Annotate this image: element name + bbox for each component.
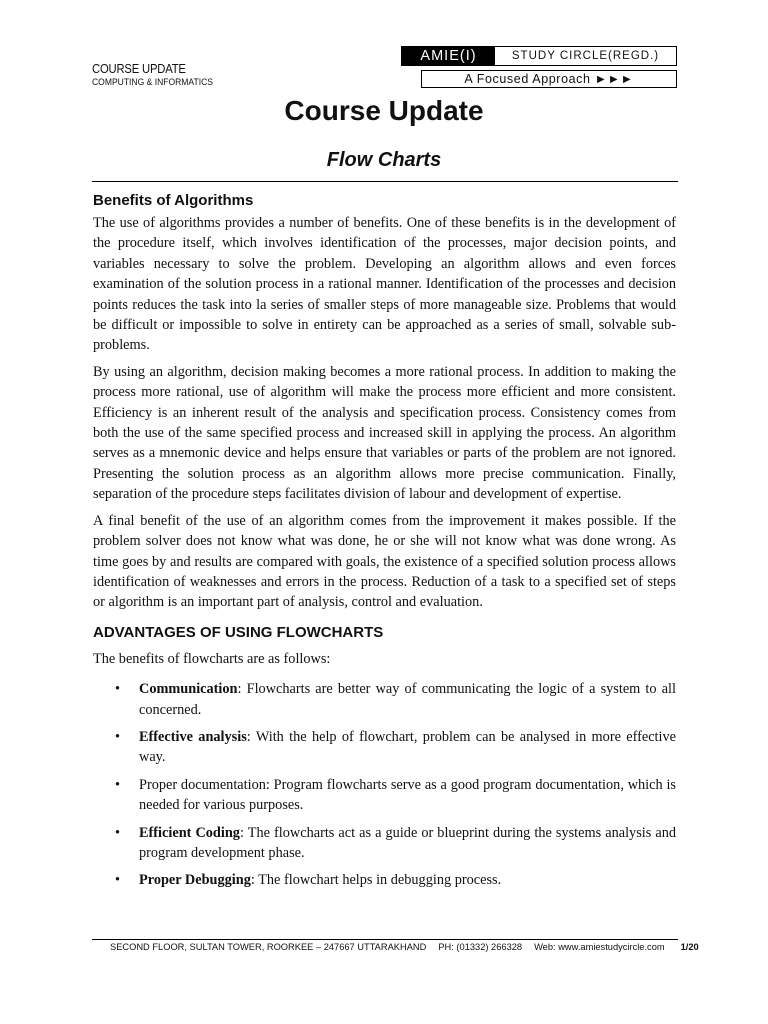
header-left bbox=[92, 62, 226, 88]
paragraph: A final benefit of the use of an algorithm comes from the improvement it makes possible. If the problem solver does not know what was done, he or she will not know what was done wrong. As time goes by and results are compared with goals, the existence of a specified solution process allows identification of weaknesses and errors in the process. Reduction of a task to a specified set of steps or algorithm is an important part of analysis, control and evaluation. bbox=[93, 512, 676, 611]
list-item bbox=[93, 679, 676, 720]
item-text: : The flowchart helps in debugging process. bbox=[250, 872, 502, 889]
bullet-icon: • bbox=[115, 681, 121, 698]
item-term: Communication bbox=[139, 681, 238, 698]
item-term: Proper Debugging bbox=[139, 872, 251, 889]
footer bbox=[110, 942, 699, 952]
bullet-icon: • bbox=[115, 776, 121, 793]
footer-divider bbox=[92, 939, 678, 940]
item-term: Effective analysis bbox=[139, 728, 247, 745]
bullet-icon: • bbox=[115, 728, 121, 745]
brand-tagline: A Focused Approach ►►► bbox=[421, 70, 677, 88]
header-divider bbox=[92, 181, 678, 182]
footer-website: Web: www.amiestudycircle.com bbox=[534, 942, 665, 952]
item-text: Proper documentation: Program flowcharts serve as a good program documentation, which is needed for various purposes. bbox=[139, 776, 676, 814]
item-text: : With the help of flowchart, problem can be analysed in more effective way. bbox=[139, 728, 676, 766]
item-term: Efficient Coding bbox=[139, 824, 240, 841]
section-heading-advantages: ADVANTAGES OF USING FLOWCHARTS bbox=[93, 623, 384, 641]
advantages-list bbox=[93, 679, 676, 891]
bullet-icon: • bbox=[115, 824, 121, 841]
brand-row bbox=[401, 46, 677, 66]
subject-label: COMPUTING & INFORMATICS bbox=[92, 77, 213, 88]
list-item bbox=[93, 727, 676, 768]
item-text: : The flowcharts act as a guide or blueprint during the systems analysis and program development phase. bbox=[139, 824, 676, 861]
list-item bbox=[93, 823, 676, 864]
item-text: : Flowcharts are better way of communicating the logic of a system to all concerned. bbox=[139, 681, 676, 718]
paragraph: By using an algorithm, decision making becomes a more rational process. In addition to making the process more rational, use of algorithm will make the process more efficient and more consistent. Efficiency is an inherent result of the analysis and specification process. Consistency comes from both the use of the same specified process and increased skill in applying the process. An algorithm serves as a mnemonic device and helps ensure that variables or parts of the problem are not ignored. Presenting the solution process as an algorithm allows more precise communication. Finally, separation of the procedure steps facilitates division of labour and development of expertise. bbox=[93, 363, 676, 503]
bullet-icon: • bbox=[115, 872, 121, 889]
page-title: Course Update bbox=[284, 95, 484, 126]
brand-study-circle: STUDY CIRCLE(REGD.) bbox=[511, 50, 660, 62]
page-number: 1/20 bbox=[680, 942, 699, 952]
footer-phone: PH: (01332) 266328 bbox=[438, 942, 523, 952]
brand-name: AMIE(I) bbox=[402, 47, 495, 65]
paragraph: The use of algorithms provides a number of benefits. One of these benefits is in the development of the procedure itself, which involves identification of the processes, major decision points, and variables necessary to solve the problem. Developing an algorithm allows and even forces examination of the solution process in a rational manner. Identification of the processes and decision points reduces the task into la series of smaller steps of more manageable size. Problems that would be difficult or impossible to solve in entirety can be approached as a series of small, solvable sub-problems. bbox=[93, 215, 676, 354]
list-item bbox=[93, 870, 676, 890]
page-subtitle: Flow Charts bbox=[326, 149, 442, 171]
footer-address: SECOND FLOOR, SULTAN TOWER, ROORKEE – 247667 UTTARAKHAND bbox=[110, 942, 427, 952]
course-update-label: COURSE UPDATE bbox=[92, 62, 186, 76]
section-heading-benefits: Benefits of Algorithms bbox=[93, 192, 254, 209]
list-item bbox=[93, 775, 676, 816]
brand-box bbox=[401, 46, 677, 88]
document-body bbox=[93, 189, 676, 898]
list-intro: The benefits of flowcharts are as follows: bbox=[93, 650, 331, 667]
